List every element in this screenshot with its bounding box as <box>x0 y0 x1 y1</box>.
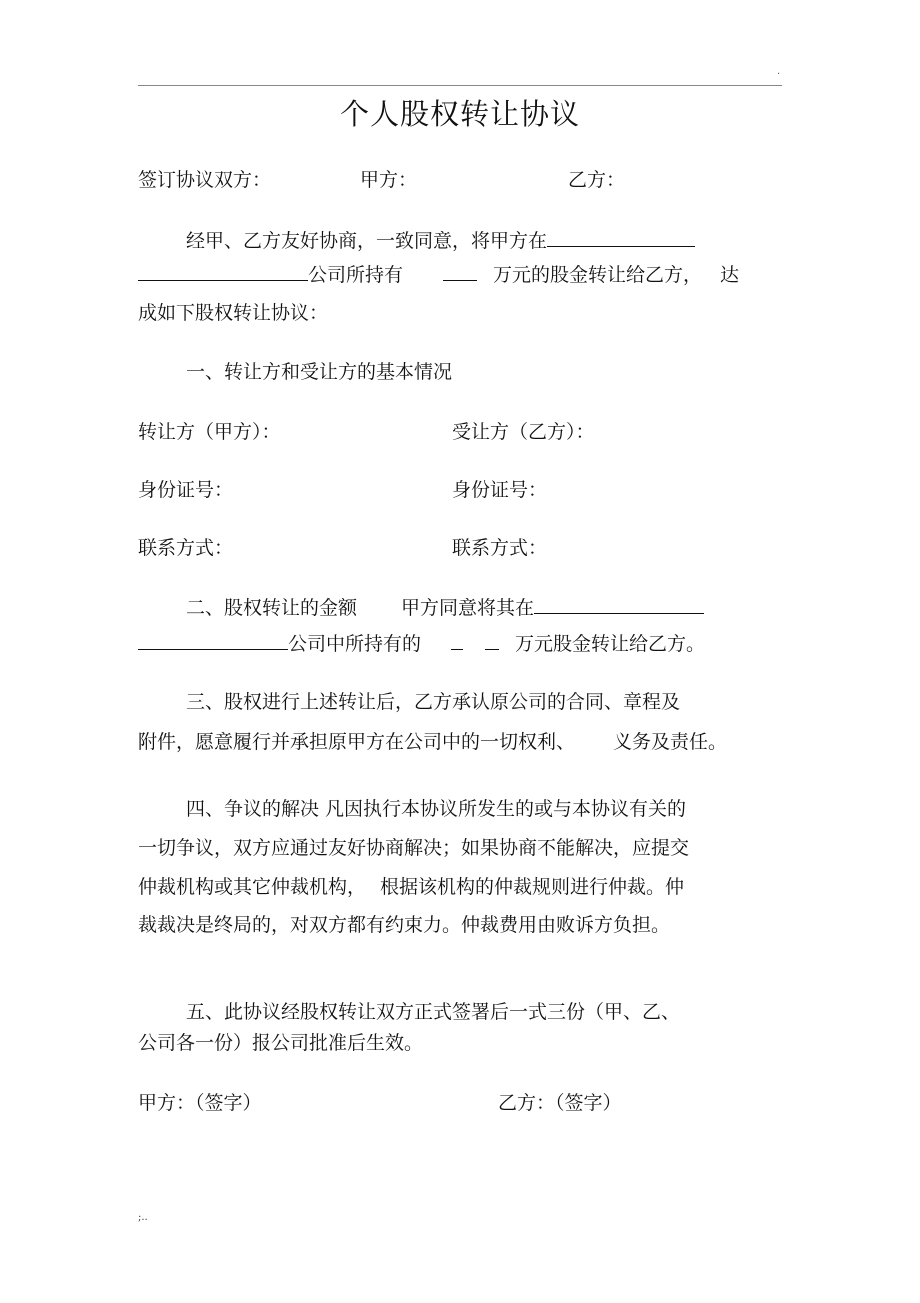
section-2-line-2 <box>138 631 705 656</box>
preamble-line-1 <box>186 228 695 253</box>
id-number-label-b: 身份证号： <box>452 479 548 501</box>
section-3-line-1: 三、股权进行上述转让后，乙方承认原公司的合同、章程及 <box>186 691 681 713</box>
section-2-line-1 <box>186 595 704 620</box>
signature-party-b: 乙方：（签字） <box>498 1092 622 1114</box>
section-3-text-2a: 附件，愿意履行并承担原甲方在公司中的一切权利、 <box>138 731 576 753</box>
company-blank-2 <box>138 262 308 281</box>
preamble-text-2a: 公司所持有 <box>308 264 404 286</box>
section-3-line-2 <box>138 730 727 754</box>
contact-label-b: 联系方式： <box>452 537 548 559</box>
section-4-line-2: 一切争议，双方应通过友好协商解决；如果协商不能解决，应提交 <box>138 837 690 859</box>
preamble-text-2b: 万元的股金转让给乙方， <box>493 264 703 286</box>
party-a-label: 甲方： <box>360 169 418 191</box>
transferor-label: 转让方（甲方）： <box>138 421 281 443</box>
amount-blank-1 <box>443 262 477 281</box>
party-b-label: 乙方： <box>568 169 626 191</box>
section-4-line-3 <box>138 875 684 899</box>
section-4-line-4: 裁裁决是终局的，对双方都有约束力。仲裁费用由败诉方负担。 <box>138 914 671 936</box>
section-5-line-1: 五、此协议经股权转让双方正式签署后一式三份（甲、乙、 <box>186 1001 681 1023</box>
amount-blank-2b <box>485 631 499 650</box>
page-footer-mark: ;.. <box>138 1212 148 1223</box>
section-5-line-2: 公司各一份）报公司批准后生效。 <box>138 1032 424 1054</box>
section-2-text-2a: 公司中所持有的 <box>288 633 422 655</box>
section-2-heading: 二、股权转让的金额 <box>186 597 358 619</box>
page-corner-mark: . <box>777 66 781 77</box>
preamble-line-3: 成如下股权转让协议： <box>138 302 329 324</box>
company-blank-1 <box>547 228 695 247</box>
signature-party-a: 甲方：（签字） <box>138 1092 262 1114</box>
section-1-heading: 一、转让方和受让方的基本情况 <box>186 361 453 383</box>
section-2-text-1: 甲方同意将其在 <box>401 597 535 619</box>
section-4-line-1: 四、争议的解决 凡因执行本协议所发生的或与本协议有关的 <box>186 798 687 820</box>
id-number-label-a: 身份证号： <box>138 479 234 501</box>
preamble-line-2 <box>138 262 739 287</box>
company-blank-3 <box>534 595 704 614</box>
section-3-text-2b: 义务及责任。 <box>613 731 728 753</box>
amount-blank-2a <box>451 631 463 650</box>
contact-label-a: 联系方式： <box>138 537 234 559</box>
section-2-text-2b: 万元股金转让给乙方。 <box>515 633 706 655</box>
preamble-text-1: 经甲、乙方友好协商，一致同意，将甲方在 <box>186 230 548 252</box>
section-4-text-3a: 仲裁机构或其它仲裁机构， <box>138 876 367 898</box>
document-title: 个人股权转让协议 <box>339 97 580 131</box>
header-rule <box>138 85 782 86</box>
section-4-text-3b: 根据该机构的仲裁规则进行仲裁。仲 <box>380 876 685 898</box>
transferee-label: 受让方（乙方）： <box>452 421 595 443</box>
company-blank-4 <box>138 631 288 650</box>
parties-label: 签订协议双方： <box>138 169 272 191</box>
preamble-text-2c: 达 <box>720 264 740 286</box>
